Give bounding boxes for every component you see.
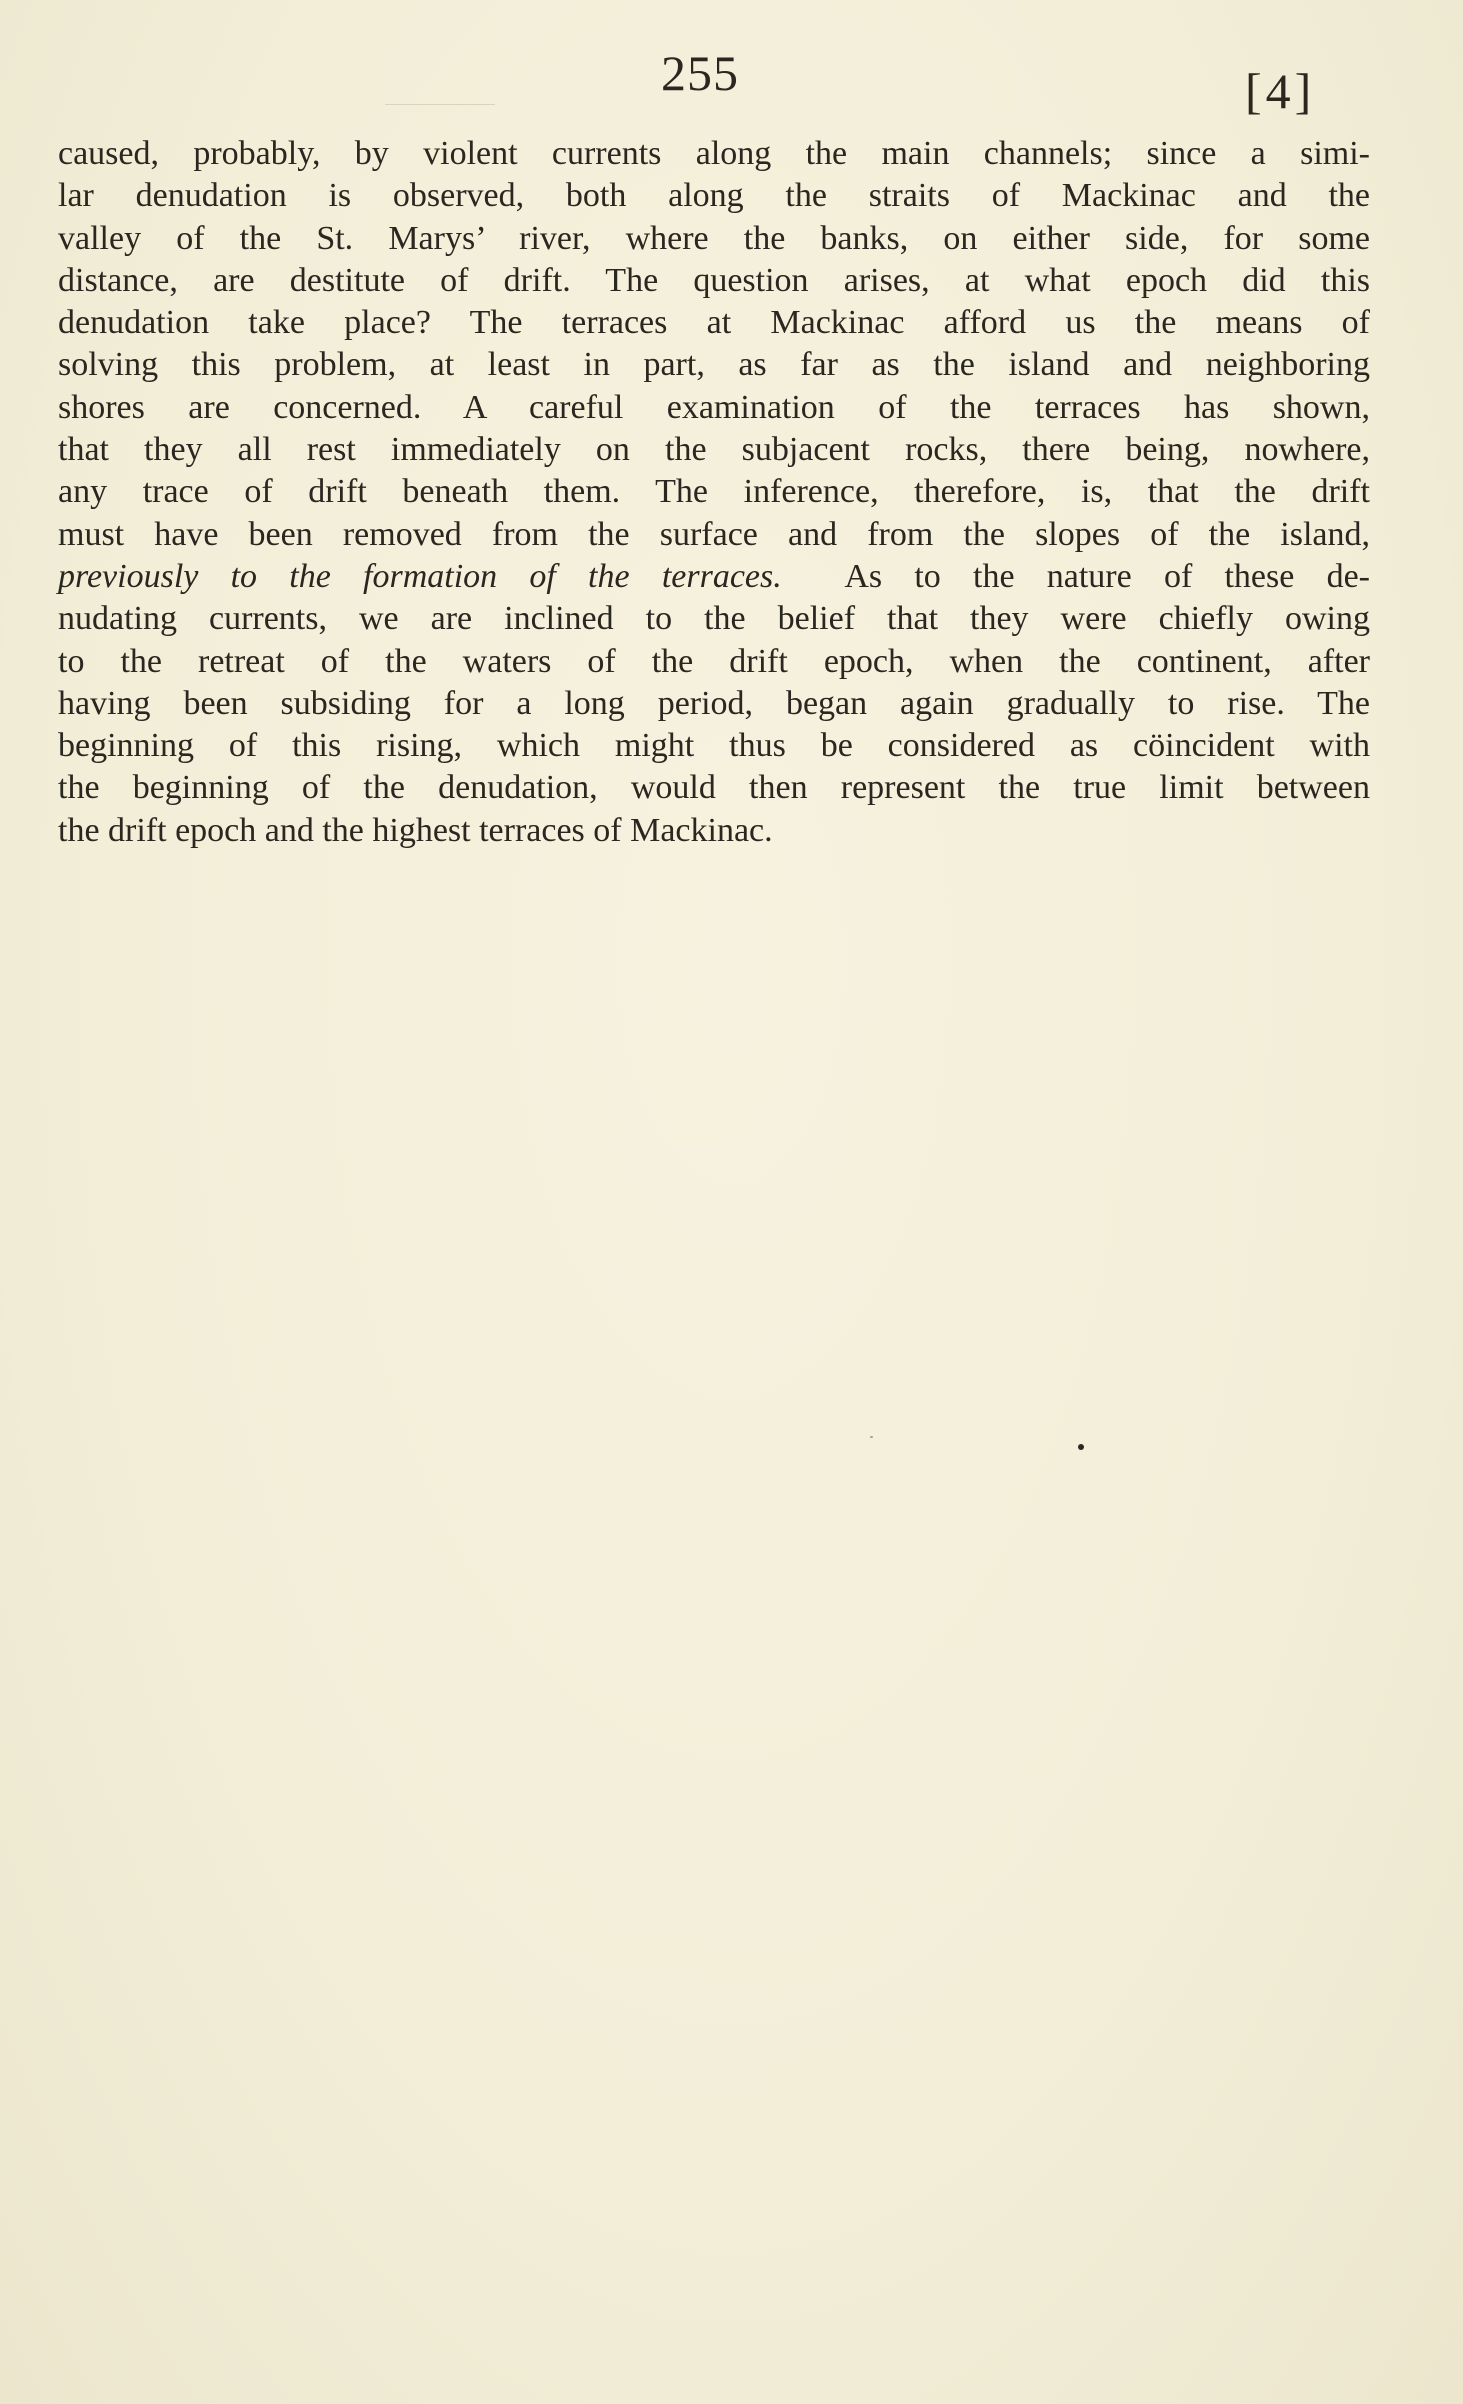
text-line: denudation take place? The terraces at Mackinac afford us the means of (58, 304, 1370, 342)
ink-speck (1078, 1444, 1084, 1450)
text-line: beginning of this rising, which might thus be considered as cöincident with (58, 727, 1370, 765)
text-line: must have been removed from the surface and from the slopes of the island, (58, 515, 1370, 553)
header-rule (385, 104, 495, 106)
text-line: any trace of drift beneath them. The inference, therefore, is, that the drift (58, 473, 1370, 511)
text-line: having been subsiding for a long period, began again gradually to rise. The (58, 684, 1370, 722)
text-line: caused, probably, by violent currents along the main channels; since a simi- (58, 135, 1370, 172)
text-line: nudating currents, we are inclined to the belief that they were chiefly owing (58, 600, 1370, 638)
roman-phrase: As to the nature of these de- (844, 557, 1370, 595)
text-line-italic (58, 556, 1370, 598)
text-line: solving this problem, at least in part, as far as the island and neighboring (58, 346, 1370, 384)
text-line: lar denudation is observed, both along the straits of Mackinac and the (58, 177, 1370, 215)
section-mark: [4] (1245, 63, 1316, 119)
body-paragraph (58, 133, 1370, 852)
text-line: valley of the St. Marys’ river, where the banks, on either side, for some (58, 219, 1370, 257)
text-line: the beginning of the denudation, would then represent the true limit between (58, 769, 1370, 807)
ink-speck (870, 1436, 873, 1438)
page-number: 255 (661, 45, 739, 101)
text-line-last: the drift epoch and the highest terraces of Mackinac. (58, 811, 773, 849)
text-line: to the retreat of the waters of the drift epoch, when the continent, after (58, 642, 1370, 680)
text-line: that they all rest immediately on the subjacent rocks, there being, nowhere, (58, 431, 1370, 469)
text-line: shores are concerned. A careful examination of the terraces has shown, (58, 388, 1370, 426)
italic-phrase: previously to the formation of the terraces. (58, 557, 782, 595)
text-line: distance, are destitute of drift. The question arises, at what epoch did this (58, 261, 1370, 299)
